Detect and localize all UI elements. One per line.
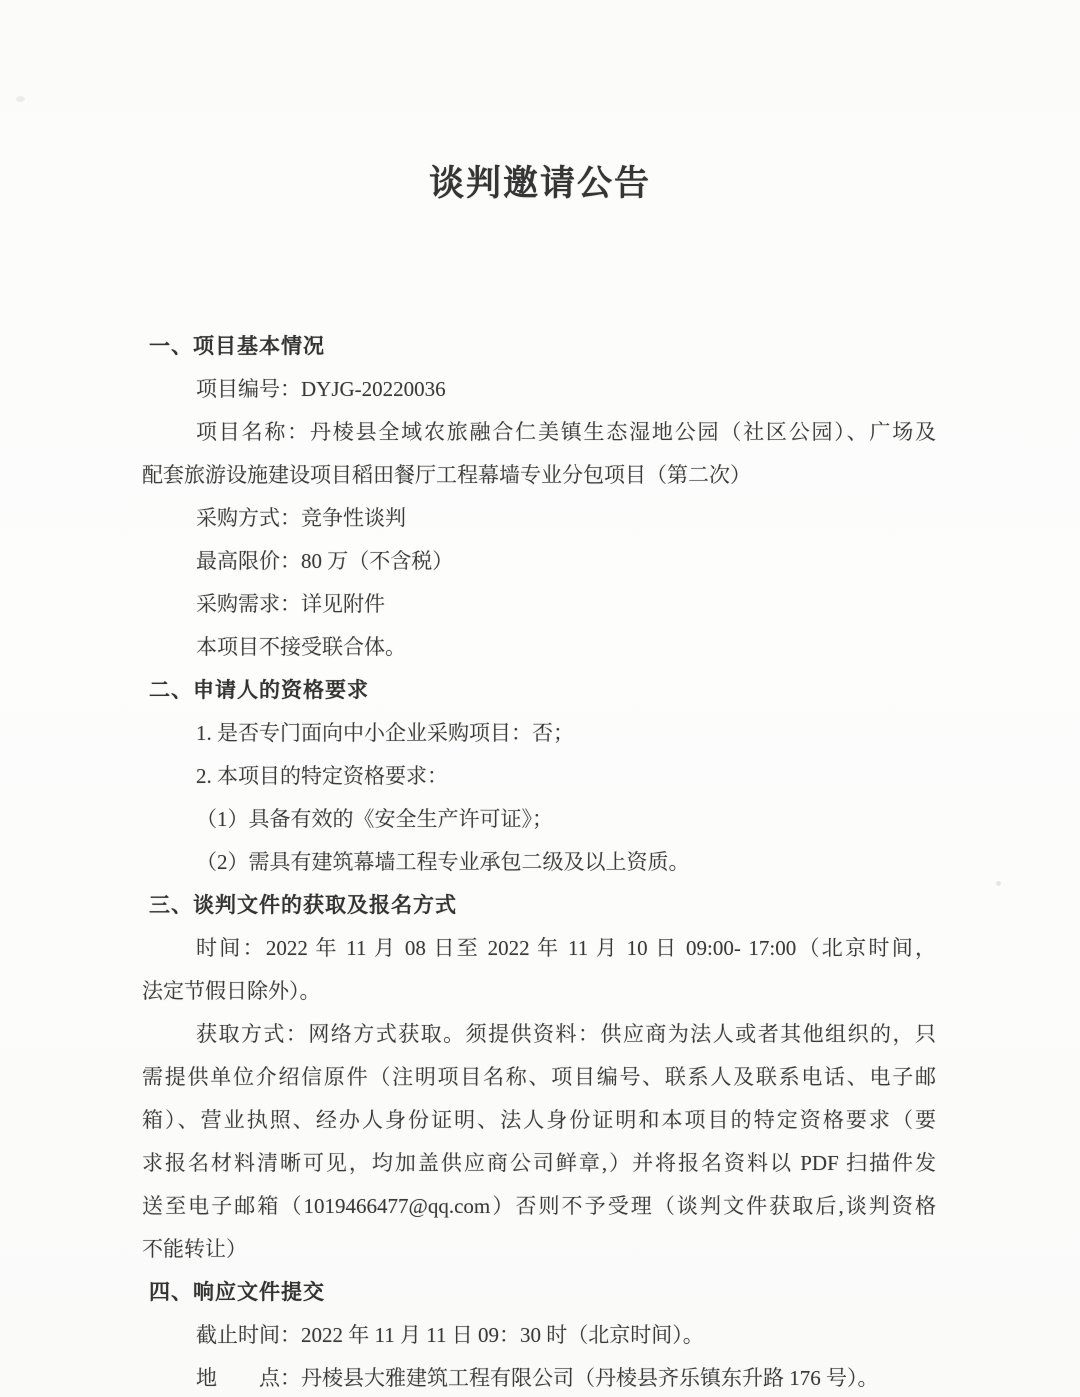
text-line: 时间：2022 年 11 月 08 日至 2022 年 11 月 10 日 09:00- 17:00（北京时间，	[196, 936, 936, 960]
text-line: 项目编号：DYJG-20220036	[196, 377, 446, 401]
text-line: 截止时间：2022 年 11 月 11 日 09：30 时（北京时间）。	[196, 1323, 704, 1347]
section-heading: 三、谈判文件的获取及报名方式	[149, 894, 457, 917]
text-line: 采购需求：详见附件	[196, 592, 385, 616]
text-line: 需提供单位介绍信原件（注明项目名称、项目编号、联系人及联系电话、电子邮	[142, 1065, 936, 1089]
text-line: 1. 是否专门面向中小企业采购项目：否；	[196, 721, 574, 745]
document-body	[142, 325, 936, 1397]
text-line: 地 点：丹棱县大雅建筑工程有限公司（丹棱县齐乐镇东升路 176 号）。	[196, 1366, 879, 1390]
text-line: 不能转让）	[142, 1237, 247, 1261]
section-heading: 一、项目基本情况	[149, 335, 325, 358]
scan-speck	[16, 96, 25, 102]
text-line: 获取方式：网络方式获取。须提供资料：供应商为法人或者其他组织的，只	[196, 1022, 936, 1046]
text-line: （1）具备有效的《安全生产许可证》；	[196, 807, 553, 831]
document-title: 谈判邀请公告	[428, 164, 651, 203]
text-line: 送至电子邮箱（1019466477@qq.com）否则不予受理（谈判文件获取后,谈判资格	[142, 1194, 936, 1218]
text-line: 配套旅游设施建设项目稻田餐厅工程幕墙专业分包项目（第二次）	[142, 463, 751, 487]
text-line: （2）需具有建筑幕墙工程专业承包二级及以上资质。	[196, 850, 690, 874]
section-heading: 二、申请人的资格要求	[149, 679, 369, 702]
text-line: 本项目不接受联合体。	[196, 635, 406, 659]
text-line: 箱）、营业执照、经办人身份证明、法人身份证明和本项目的特定资格要求（要	[142, 1108, 936, 1132]
text-line: 采购方式：竞争性谈判	[196, 506, 406, 530]
text-line: 项目名称：丹棱县全域农旅融合仁美镇生态湿地公园（社区公园）、广场及	[196, 420, 936, 444]
text-line: 2. 本项目的特定资格要求：	[196, 764, 448, 788]
scan-speck	[996, 881, 1001, 886]
text-line: 最高限价：80 万（不含税）	[196, 549, 454, 573]
section-heading: 四、响应文件提交	[149, 1281, 325, 1304]
text-line: 法定节假日除外）。	[142, 979, 321, 1003]
text-line: 求报名材料清晰可见，均加盖供应商公司鲜章,）并将报名资料以 PDF 扫描件发	[142, 1151, 936, 1175]
